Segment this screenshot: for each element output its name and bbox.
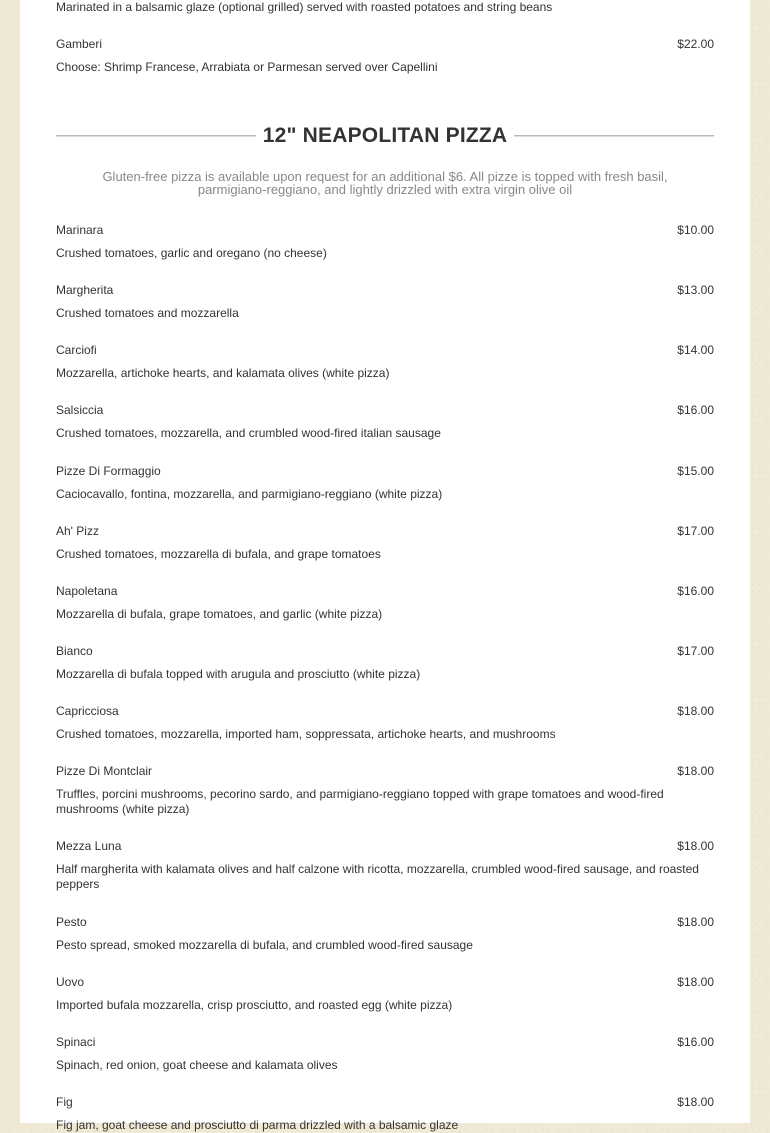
section-header — [56, 124, 714, 148]
item-price: $18.00 — [677, 839, 714, 853]
menu-item-gamberi — [56, 37, 714, 75]
item-description: Pesto spread, smoked mozzarella di bufala, and crumbled wood-fired sausage — [56, 938, 473, 952]
item-price: $14.00 — [677, 343, 714, 357]
item-name: Marinara — [56, 223, 104, 237]
item-name: Capricciosa — [56, 704, 119, 718]
menu-item — [56, 975, 714, 1013]
item-price: $18.00 — [677, 1095, 714, 1109]
item-name: Pizze Di Formaggio — [56, 464, 161, 478]
menu-item — [56, 524, 714, 562]
item-name: Carciofi — [56, 343, 97, 357]
item-name: Uovo — [56, 975, 85, 989]
divider — [514, 135, 714, 137]
item-price: $17.00 — [677, 644, 714, 658]
item-description: Half margherita with kalamata olives and half calzone with ricotta, mozzarella, crumbled wood-fired sausage, and roasted peppers — [56, 862, 699, 891]
item-description: Crushed tomatoes, mozzarella, imported ham, soppressata, artichoke hearts, and mushrooms — [56, 727, 556, 741]
item-name: Pizze Di Montclair — [56, 764, 153, 778]
item-description: Imported bufala mozzarella, crisp prosciutto, and roasted egg (white pizza) — [56, 998, 453, 1012]
item-description: Mozzarella di bufala, grape tomatoes, and garlic (white pizza) — [56, 607, 383, 621]
item-price: $18.00 — [677, 704, 714, 718]
item-price: $16.00 — [677, 403, 714, 417]
item-price: $13.00 — [677, 283, 714, 297]
item-price: $16.00 — [677, 1035, 714, 1049]
item-price: $15.00 — [677, 464, 714, 478]
item-name: Salsiccia — [56, 403, 104, 417]
menu-item — [56, 1095, 714, 1133]
menu-item — [56, 1035, 714, 1073]
item-name: Fig — [56, 1095, 73, 1109]
menu-item — [56, 464, 714, 502]
item-name: Spinaci — [56, 1035, 96, 1049]
item-description: Crushed tomatoes, garlic and oregano (no cheese) — [56, 246, 327, 260]
item-price: $22.00 — [677, 37, 714, 51]
item-description: Choose: Shrimp Francese, Arrabiata or Parmesan served over Capellini — [56, 60, 438, 74]
item-description: Marinated in a balsamic glaze (optional grilled) served with roasted potatoes and string beans — [56, 0, 553, 14]
menu-item — [56, 223, 714, 261]
divider — [56, 135, 256, 137]
item-description: Spinach, red onion, goat cheese and kalamata olives — [56, 1058, 338, 1072]
item-name: Pesto — [56, 915, 87, 929]
item-description: Truffles, porcini mushrooms, pecorino sardo, and parmigiano-reggiano topped with grape tomatoes and wood-fired mushrooms (white pizza) — [56, 787, 664, 816]
menu-item — [56, 839, 714, 892]
item-name: Gamberi — [56, 37, 103, 51]
item-description: Crushed tomatoes, mozzarella di bufala, and grape tomatoes — [56, 547, 381, 561]
menu-item — [56, 764, 714, 817]
item-name: Bianco — [56, 644, 93, 658]
menu-page — [20, 0, 750, 1132]
section-title: 12" NEAPOLITAN PIZZA — [262, 124, 508, 147]
menu-item — [56, 283, 714, 321]
item-description: Caciocavallo, fontina, mozzarella, and parmigiano-reggiano (white pizza) — [56, 487, 443, 501]
item-price: $16.00 — [677, 584, 714, 598]
item-description: Crushed tomatoes and mozzarella — [56, 306, 239, 320]
menu-item — [56, 915, 714, 953]
menu-item — [56, 704, 714, 742]
menu-item — [56, 343, 714, 381]
item-price: $17.00 — [677, 524, 714, 538]
item-name: Margherita — [56, 283, 114, 297]
item-description: Mozzarella di bufala topped with arugula and prosciutto (white pizza) — [56, 667, 421, 681]
item-price: $18.00 — [677, 915, 714, 929]
menu-item — [56, 644, 714, 682]
item-name: Ah' Pizz — [56, 524, 99, 538]
item-price: $18.00 — [677, 764, 714, 778]
section-note: Gluten-free pizza is available upon request for an additional $6. All pizze is topped with fresh basil, parmigiano-reggiano, and lightly drizzled with extra virgin olive oil — [102, 169, 668, 197]
item-name: Napoletana — [56, 584, 118, 598]
item-description: Mozzarella, artichoke hearts, and kalamata olives (white pizza) — [56, 366, 390, 380]
item-description: Fig jam, goat cheese and prosciutto di parma drizzled with a balsamic glaze — [56, 1118, 459, 1132]
menu-item — [56, 403, 714, 441]
menu-item — [56, 584, 714, 622]
item-price: $18.00 — [677, 975, 714, 989]
item-name: Mezza Luna — [56, 839, 122, 853]
item-price: $10.00 — [677, 223, 714, 237]
section-neapolitan-pizza — [56, 124, 714, 196]
item-description: Crushed tomatoes, mozzarella, and crumbled wood-fired italian sausage — [56, 426, 441, 440]
